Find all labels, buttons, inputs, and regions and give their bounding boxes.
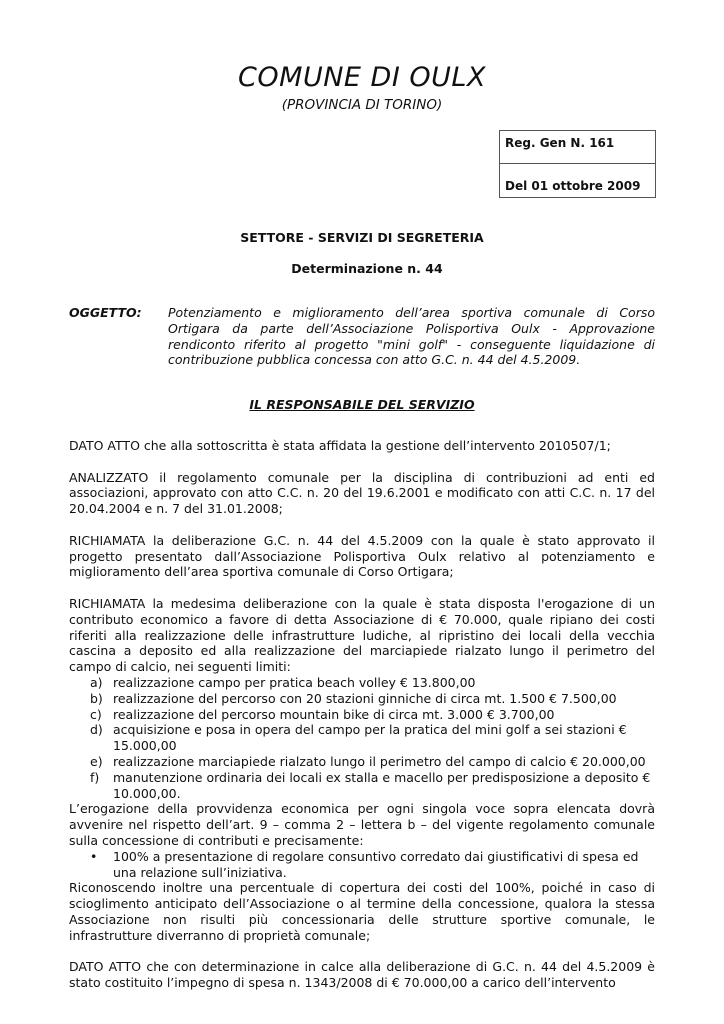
registry-number: Reg. Gen N. 161: [505, 136, 615, 150]
list-item: [69, 754, 655, 770]
list-item: [69, 691, 655, 707]
list-item-label: d): [90, 722, 103, 738]
list-item-text: realizzazione campo per pratica beach volley € 13.800,00: [113, 674, 476, 690]
list-item-text: 100% a presentazione di regolare consuntivo corredato dai giustificativi di spesa ed una relazione sull’iniziativa.: [113, 848, 639, 880]
registry-box: [499, 130, 656, 198]
registry-date: Del 01 ottobre 2009: [505, 179, 641, 193]
list-item: [69, 675, 655, 691]
paragraph-analizzato: ANALIZZATO il regolamento comunale per la disciplina di contribuzioni ad enti ed associazioni, approvato con atto C.C. n. 20 del 19.6.2001 e modificato con atti C.C. n. 17 del 20.04.2004 e n. 7 del 31.01.2008;: [69, 469, 655, 517]
paragraph-dato-atto: DATO ATTO che alla sottoscritta è stata affidata la gestione dell’intervento 2010507/1;: [69, 438, 611, 453]
paragraph-erogazione: L’erogazione della provvidenza economica per ogni singola voce sopra elencata dovrà avvenire nel rispetto dell’art. 9 – comma 2 – lettera b – del vigente regolamento comunale sulla concessione di contributi e precisamente:: [69, 801, 655, 848]
list-item-text: realizzazione marciapiede rialzato lungo il perimetro del campo di calcio € 20.000,00: [113, 753, 646, 769]
conditions-list: [69, 849, 655, 881]
list-item-label: f): [90, 769, 100, 785]
list-item-text: realizzazione del percorso con 20 stazioni ginniche di circa mt. 1.500 € 7.500,00: [113, 690, 617, 706]
document-body: [69, 438, 655, 991]
limits-list: [69, 675, 655, 801]
list-item-label: b): [90, 690, 103, 706]
municipality-title: COMUNE DI OULX: [238, 62, 486, 93]
determination-number: Determinazione n. 44: [291, 261, 443, 276]
list-item-text: manutenzione ordinaria dei locali ex stalla e macello per predisposizione a deposito € 10.000,00.: [113, 769, 651, 801]
subject-label: OGGETTO:: [69, 305, 142, 320]
sector-heading: SETTORE - SERVIZI DI SEGRETERIA: [240, 230, 484, 245]
list-item: [69, 849, 655, 881]
responsible-heading: IL RESPONSABILE DEL SERVIZIO: [249, 397, 475, 412]
province-subtitle: (PROVINCIA DI TORINO): [281, 97, 443, 113]
paragraph-richiamata-contributo: RICHIAMATA la medesima deliberazione con la quale è stata disposta l'erogazione di un contributo economico a favore di detta Associazione di € 70.000, quale ripiano dei costi riferiti alla realizzazione delle infrastrutture ludiche, al ripristino dei locali della vecchia cascina a deposito ed alla realizzazione del marciapiede rialzato lungo il perimetro del campo di calcio, nei seguenti limiti:: [69, 595, 655, 675]
bullet-icon: •: [90, 848, 98, 864]
list-item-label: c): [90, 706, 102, 722]
paragraph-dato-atto-impegno: DATO ATTO che con determinazione in calce alla deliberazione di G.C. n. 44 del 4.5.2009 è stato costituito l’impegno di spesa n. 1343/2008 di € 70.000,00 a carico dell’intervento: [69, 959, 655, 991]
list-item-label: a): [90, 674, 103, 690]
paragraph-riconoscendo: Riconoscendo inoltre una percentuale di copertura dei costi del 100%, poiché in caso di scioglimento anticipato dell’Associazione o al termine della concessione, qualora la stessa Associazione non risulti più concessionaria delle strutture sportive comunale, le infrastrutture diverranno di proprietà comunale;: [69, 880, 655, 943]
list-item: [69, 722, 655, 754]
list-item: [69, 770, 655, 802]
paragraph-richiamata: RICHIAMATA la deliberazione G.C. n. 44 del 4.5.2009 con la quale è stato approvato il progetto presentato dall’Associazione Polisportiva Oulx relativo al potenziamento e miglioramento dell’area sportiva comunale di Corso Ortigara;: [69, 532, 655, 580]
list-item-label: e): [90, 753, 103, 769]
list-item: [69, 707, 655, 723]
registry-divider: [500, 163, 655, 164]
subject-text: Potenziamento e miglioramento dell’area sportiva comunale di Corso Ortigara da parte dell’Associazione Polisportiva Oulx - Approvazione rendiconto riferito al progetto "mini golf" - conseguente liquidazione di contribuzione pubblica concessa con atto G.C. n. 44 del 4.5.2009.: [168, 305, 655, 368]
list-item-text: acquisizione e posa in opera del campo per la pratica del mini golf a sei stazioni € 15.000,00: [113, 722, 627, 754]
list-item-text: realizzazione del percorso mountain bike di circa mt. 3.000 € 3.700,00: [113, 706, 555, 722]
